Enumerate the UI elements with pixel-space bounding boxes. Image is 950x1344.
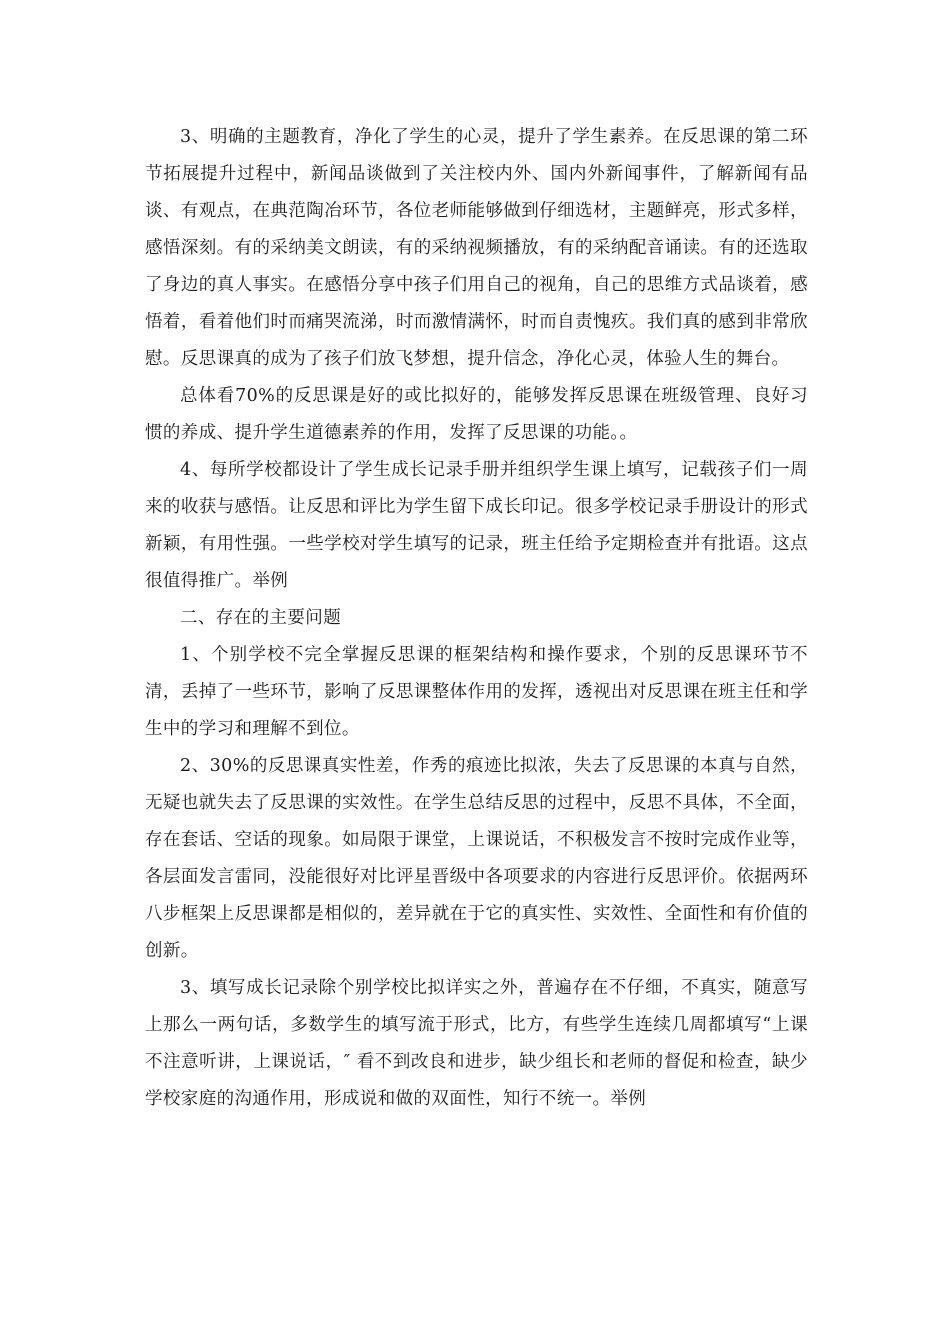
paragraph-problem-3: 3、填写成长记录除个别学校比拟详实之外，普遍存在不仔细，不真实，随意写上那么一两句话，多数学生的填写流于形式，比方，有些学生连续几周都填写“上课不注意听讲，上课说话，″ 看不到改良和进步，缺少组长和老师的督促和检查，缺少学校家庭的沟通作用，形成说和做的双面性，知行不统一。举例 bbox=[145, 978, 808, 1109]
paragraph-problem-1: 1、个别学校不完全掌握反思课的框架结构和操作要求，个别的反思课环节不清，丢掉了一些环节，影响了反思课整体作用的发挥，透视出对反思课在班主任和学生中的学习和理解不到位。 bbox=[145, 645, 808, 739]
paragraph-overall-summary: 总体看70%的反思课是好的或比拟好的，能够发挥反思课在班级管理、良好习惯的养成、提升学生道德素养的作用，发挥了反思课的功能。。 bbox=[145, 386, 808, 443]
paragraph-achievement-4: 4、每所学校都设计了学生成长记录手册并组织学生课上填写，记载孩子们一周来的收获与感悟。让反思和评比为学生留下成长印记。很多学校记录手册设计的形式新颖，有用性强。一些学校对学生填写的记录，班主任给予定期检查并有批语。这点很值得推广。举例 bbox=[145, 460, 808, 591]
section-heading-problems: 二、存在的主要问题 bbox=[180, 608, 342, 628]
paragraph-problem-2: 2、30%的反思课真实性差，作秀的痕迹比拟浓，失去了反思课的本真与自然，无疑也就失去了反思课的实效性。在学生总结反思的过程中，反思不具体，不全面，存在套话、空话的现象。如局限于课堂，上课说话，不积极发言不按时完成作业等，各层面发言雷同，没能很好对比评星晋级中各项要求的内容进行反思评价。依据两环八步框架上反思课都是相似的，差异就在于它的真实性、实效性、全面性和有价值的创新。 bbox=[145, 756, 808, 961]
document-body bbox=[145, 119, 808, 1118]
paragraph-achievement-3: 3、明确的主题教育，净化了学生的心灵，提升了学生素养。在反思课的第二环节拓展提升过程中，新闻品谈做到了关注校内外、国内外新闻事件，了解新闻有品谈、有观点，在典范陶冶环节，各位老师能够做到仔细选材，主题鲜亮，形式多样，感悟深刻。有的采纳美文朗读，有的采纳视频播放，有的采纳配音诵读。有的还选取了身边的真人事实。在感悟分享中孩子们用自己的视角，自己的思维方式品谈着，感悟着，看着他们时而痛哭流涕，时而激情满怀，时而自责愧疚。我们真的感到非常欣慰。反思课真的成为了孩子们放飞梦想，提升信念，净化心灵，体验人生的舞台。 bbox=[145, 127, 808, 369]
